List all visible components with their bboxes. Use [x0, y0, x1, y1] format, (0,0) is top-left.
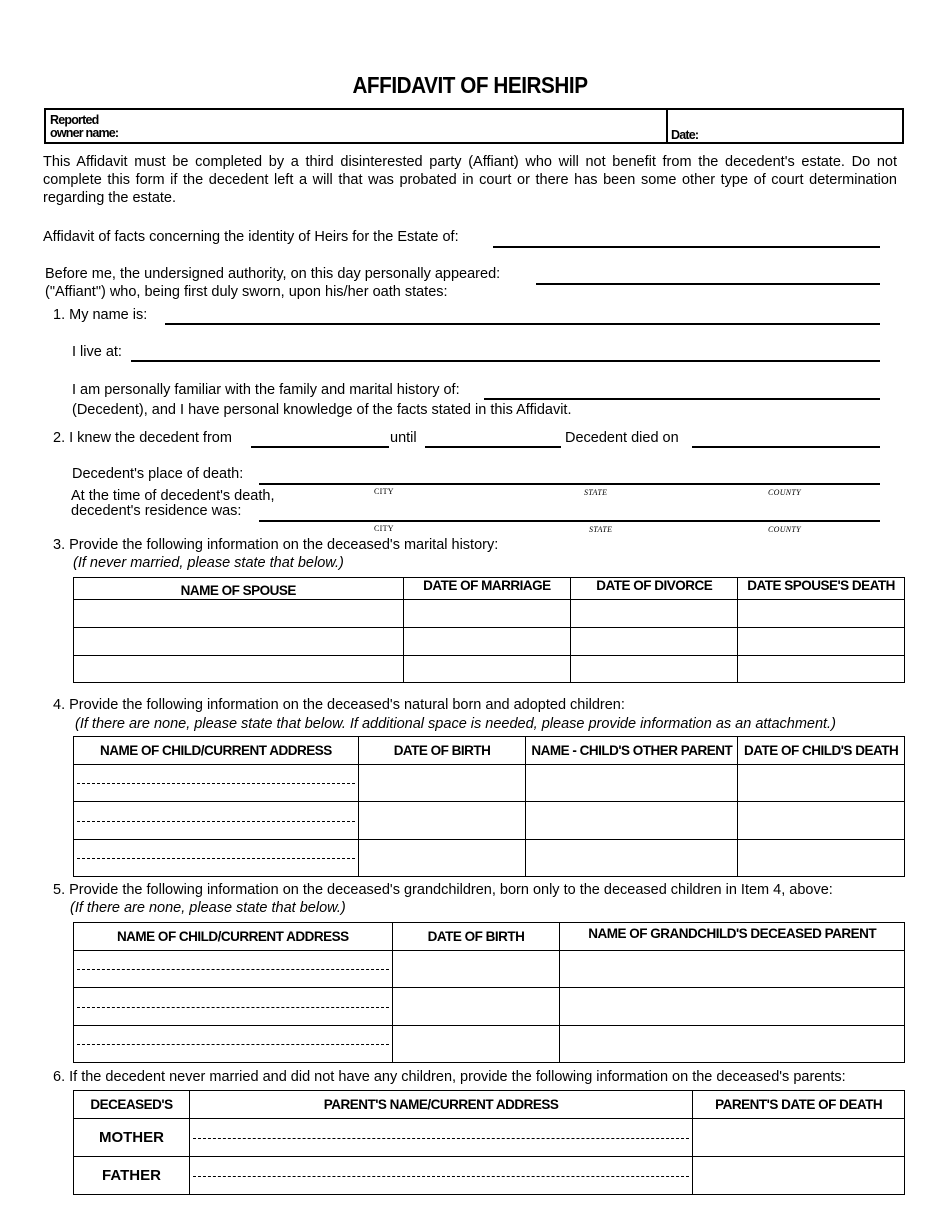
owner-name-label: Reported owner name:: [50, 113, 119, 140]
date-label: Date:: [671, 128, 699, 142]
child-birth-header: DATE OF BIRTH: [358, 737, 526, 765]
grandchild-name-header: NAME OF CHILD/CURRENT ADDRESS: [74, 923, 393, 951]
marriage-date-header: DATE OF MARRIAGE: [403, 578, 571, 600]
marital-table: [73, 577, 905, 683]
item4-label: 4. Provide the following information on the deceased's natural born and adopted children:: [53, 697, 625, 713]
table-row: [74, 628, 905, 656]
address-field[interactable]: [131, 360, 880, 362]
header-divider: [666, 110, 668, 142]
mother-death-field[interactable]: [693, 1119, 905, 1157]
state-caption-2: STATE: [589, 525, 613, 534]
item5-label: 5. Provide the following information on the deceased's grandchildren, born only to the deceased children in Item 4, above:: [53, 882, 833, 898]
table-row: [74, 840, 905, 877]
grandchildren-table: [73, 922, 905, 1063]
knew-from-field[interactable]: [251, 446, 389, 448]
table-row: [74, 656, 905, 683]
table-row: [74, 1119, 905, 1157]
spouse-death-header: DATE SPOUSE'S DEATH: [738, 578, 905, 600]
child-death-header: DATE OF CHILD'S DEATH: [738, 737, 905, 765]
table-row: [74, 988, 905, 1026]
divorce-date-header: DATE OF DIVORCE: [571, 578, 738, 600]
my-name-label: 1. My name is:: [53, 307, 148, 323]
estate-label: Affidavit of facts concerning the identity of Heirs for the Estate of:: [43, 229, 459, 245]
affiant-sworn-text: ("Affiant") who, being first duly sworn, upon his/her oath states:: [45, 284, 448, 300]
other-parent-header: NAME - CHILD'S OTHER PARENT: [526, 737, 738, 765]
city-caption: CITY: [374, 487, 394, 496]
parent-name-header: PARENT'S NAME/CURRENT ADDRESS: [189, 1091, 692, 1119]
table-row: [74, 600, 905, 628]
father-death-field[interactable]: [693, 1157, 905, 1195]
mother-label: MOTHER: [74, 1119, 190, 1157]
father-field[interactable]: [189, 1157, 692, 1195]
until-label: until: [390, 430, 417, 446]
item4-note: (If there are none, please state that below. If additional space is needed, please provide information as an attachment.): [75, 716, 836, 732]
form-title: AFFIDAVIT OF HEIRSHIP: [352, 72, 588, 98]
state-caption: STATE: [584, 488, 608, 497]
my-name-field[interactable]: [165, 323, 880, 325]
item3-note: (If never married, please state that below.): [73, 555, 344, 571]
table-row: [74, 1157, 905, 1195]
item5-note: (If there are none, please state that below.): [70, 900, 346, 916]
affiant-name-field[interactable]: [536, 283, 880, 285]
county-caption: COUNTY: [768, 488, 801, 497]
grandchild-birth-header: DATE OF BIRTH: [392, 923, 560, 951]
live-at-label: I live at:: [72, 344, 122, 360]
spouse-name-header: NAME OF SPOUSE: [74, 578, 404, 600]
knew-until-field[interactable]: [425, 446, 561, 448]
residence-label: At the time of decedent's death, decedent's residence was:: [71, 488, 275, 519]
child-name-header: NAME OF CHILD/CURRENT ADDRESS: [74, 737, 359, 765]
died-on-field[interactable]: [692, 446, 880, 448]
decedent-text: (Decedent), and I have personal knowledge of the facts stated in this Affidavit.: [72, 402, 572, 418]
residence-field[interactable]: [259, 520, 880, 522]
item3-label: 3. Provide the following information on the deceased's marital history:: [53, 537, 499, 553]
decedent-name-field[interactable]: [484, 398, 880, 400]
place-of-death-field[interactable]: [259, 483, 880, 485]
table-row: [74, 1026, 905, 1063]
table-row: [74, 765, 905, 802]
children-table: [73, 736, 905, 877]
table-row: [74, 951, 905, 988]
header-box: [44, 108, 904, 144]
knew-label: 2. I knew the decedent from: [53, 430, 232, 446]
parents-table: [73, 1090, 905, 1195]
table-row: [74, 802, 905, 840]
county-caption-2: COUNTY: [768, 525, 801, 534]
deceased-parent-header: NAME OF GRANDCHILD'S DECEASED PARENT: [560, 923, 905, 951]
item6-label: 6. If the decedent never married and did not have any children, provide the following information on the deceased's parents:: [53, 1069, 846, 1085]
father-label: FATHER: [74, 1157, 190, 1195]
parent-death-header: PARENT'S DATE OF DEATH: [693, 1091, 905, 1119]
place-of-death-label: Decedent's place of death:: [72, 466, 244, 482]
mother-field[interactable]: [189, 1119, 692, 1157]
estate-field[interactable]: [493, 246, 880, 248]
deceased-header: DECEASED'S: [74, 1091, 190, 1119]
familiar-label: I am personally familiar with the family and marital history of:: [72, 382, 460, 398]
died-on-label: Decedent died on: [565, 430, 679, 446]
city-caption-2: CITY: [374, 524, 394, 533]
appeared-label: Before me, the undersigned authority, on this day personally appeared:: [45, 266, 501, 282]
intro-paragraph: This Affidavit must be completed by a third disinterested party (Affiant) who will not benefit from the decedent's estate. Do not complete this form if the decedent left a will that was probated in court or there has been some other type of court determination regarding the estate.: [43, 154, 897, 206]
